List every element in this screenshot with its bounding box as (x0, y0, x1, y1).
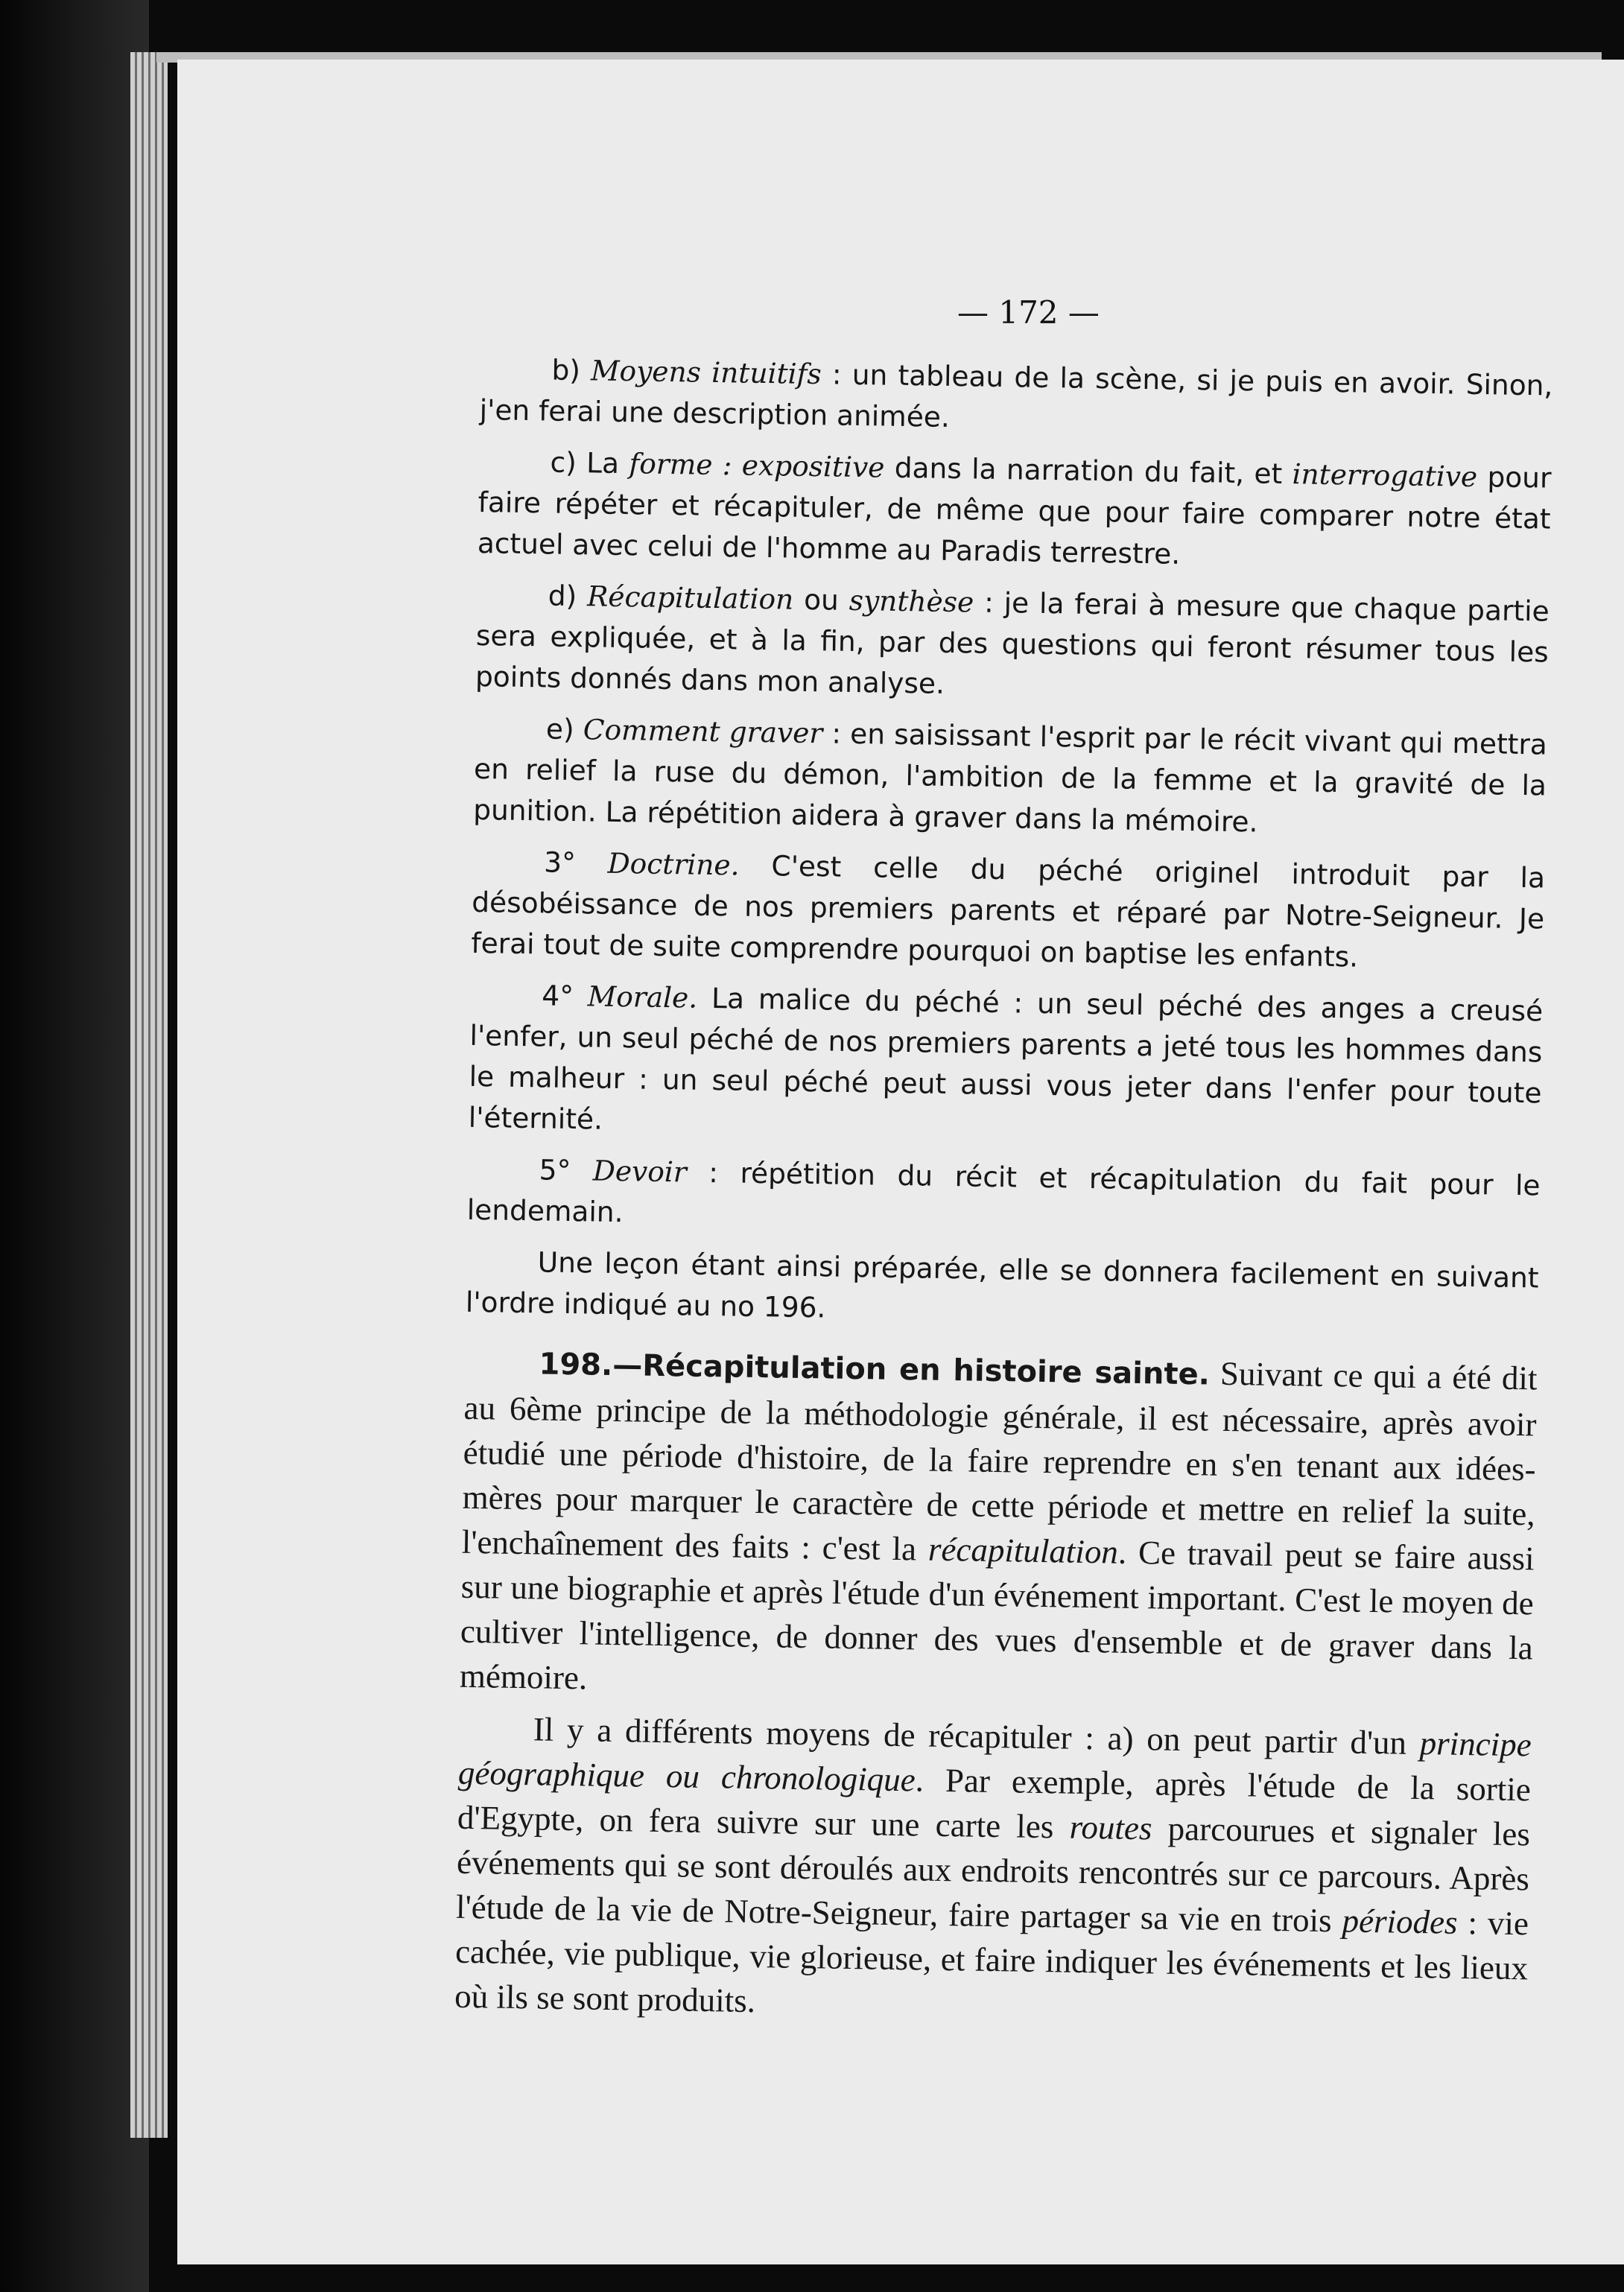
section-paragraph-2: Il y a différents moyens de récapituler : a) on peut partir d'un principe géographique ou chronologique. Par exemple, après l'étude de la sortie d'Egypte, on fera suivre sur une carte les routes parcourues et signaler les événements qui se sont déroulés aux endroits rencontrés sur ce parcours. Après l'étude de la vie de Notre-Seigneur, faire partager sa vie en trois périodes : vie cachée, vie publique, vie glorieuse, et faire indiquer les événements et les lieux où ils se sont produits. (454, 1710, 1532, 2020)
item-term: Récapitulation (586, 580, 794, 616)
list-item-d: d) Récapitulation ou synthèse : je la ferai à mesure que chaque partie sera expliquée, et à la fin, par des questions qui feront résumer tous les points donnés dans mon analyse. (475, 579, 1550, 700)
section-heading: 198.—Récapitulation en histoire sainte. (539, 1347, 1211, 1392)
page-number: — 172 — (957, 294, 1100, 331)
list-item-morale: 4° Morale. La malice du péché : un seul péché des anges a creusé l'enfer, un seul péché de nos premiers parents a jeté tous les hommes dans le malheur : un seul péché peut aussi vous jeter dans l'enfer pour toute l'éternité. (468, 979, 1544, 1136)
list-item-e: e) Comment graver : en saisissant l'esprit par le récit vivant qui mettra en relief la ruse du démon, l'ambition de la femme et la gravité de la punition. La répétition aidera à graver dans la mémoire. (472, 712, 1548, 839)
list-item-devoir: 5° Devoir : répétition du récit et récapitulation du fait pour le lendemain. (466, 1153, 1541, 1229)
lesson-plan-list (465, 349, 1552, 1339)
closing-paragraph: Une leçon étant ainsi préparée, elle se donnera facilement en suivant l'ordre indiqué au no 196. (465, 1245, 1539, 1324)
item-term: Doctrine. (607, 846, 740, 882)
section-198 (454, 1339, 1538, 2036)
scan-dark-edge (0, 0, 149, 2292)
page-body (454, 349, 1553, 2042)
item-term: Comment graver (583, 713, 823, 750)
item-term: Morale. (587, 980, 698, 1015)
item-term: Moyens intuitifs (590, 354, 822, 391)
item-term: interrogative (1292, 457, 1478, 494)
item-term: synthèse (849, 583, 974, 619)
section-paragraph-1: 198.—Récapitulation en histoire sainte. Suivant ce qui a été dit au 6ème principe de la méthodologie générale, il est nécessaire, après avoir étudié une période d'histoire, de la faire reprendre en s'en tenant aux idées-mères pour marquer le caractère de cette période et mettre en relief la suite, l'enchaînement des faits : c'est la récapitulation. Ce travail peut se faire aussi sur une biographie et après l'étude d'un événement important. C'est le moyen de cultiver l'intelligence, de donner des vues d'ensemble et de graver dans la mémoire. (459, 1347, 1538, 1697)
list-item-doctrine: 3° Doctrine. C'est celle du péché originel introduit par la désobéissance de nos premiers parents et réparé par Notre-Seigneur. Je ferai tout de suite comprendre pourquoi on baptise les enfants. (471, 845, 1546, 974)
item-term: Devoir (592, 1154, 688, 1189)
list-item-c: c) La forme : expositive dans la narration du fait, et interrogative pour faire répéter et récapituler, de même que pour faire comparer notre état actuel avec celui de l'homme au Paradis terrestre. (477, 445, 1552, 571)
list-item-b: b) Moyens intuitifs : un tableau de la scène, si je puis en avoir. Sinon, j'en ferai une description animée. (479, 353, 1553, 434)
item-term: forme : expositive (629, 447, 885, 484)
book-page-stack (130, 52, 168, 2138)
